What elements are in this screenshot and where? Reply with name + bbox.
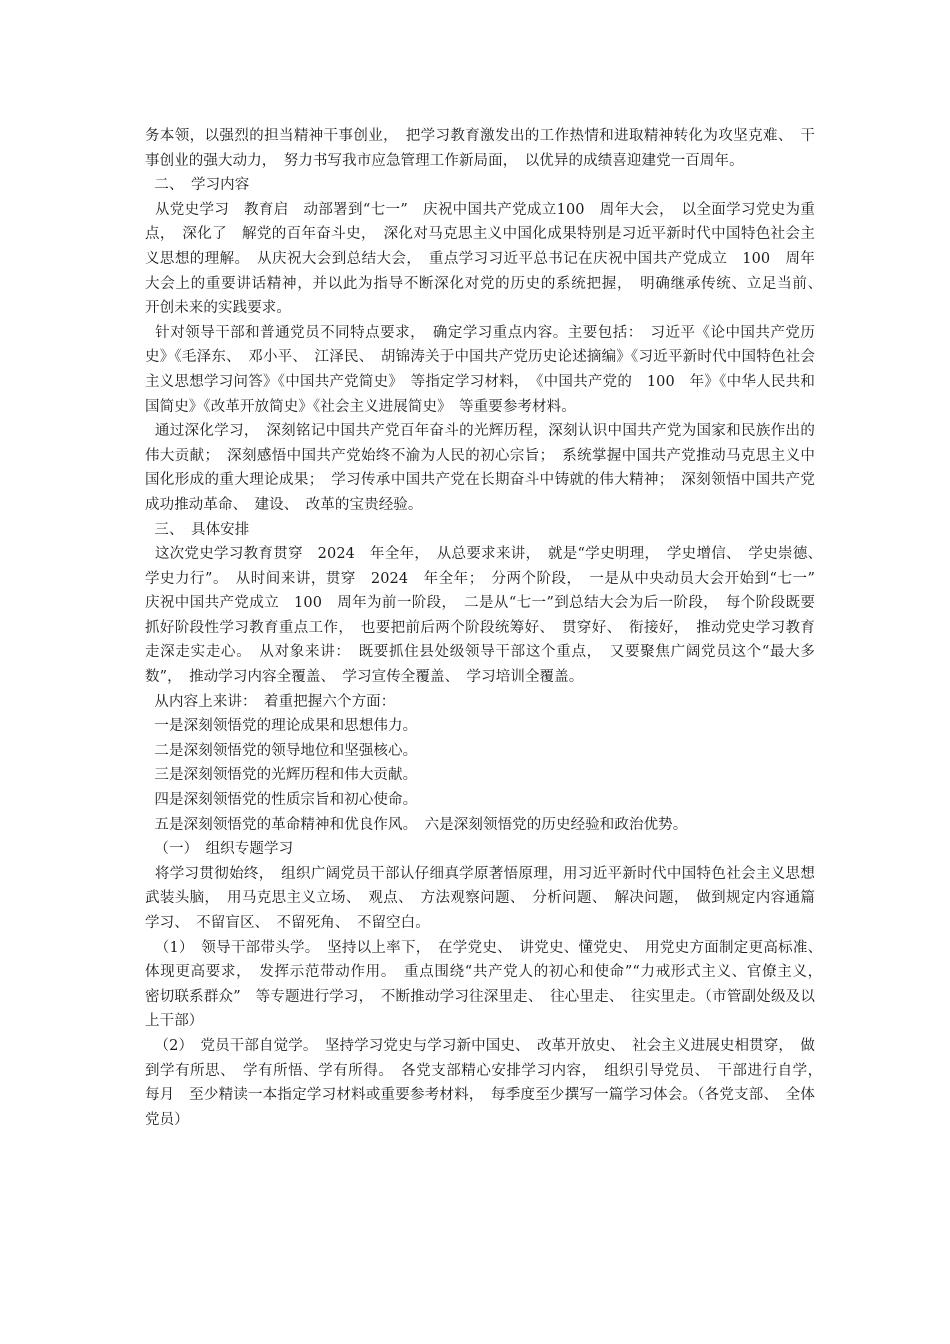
- paragraph: 通过深化学习， 深刻铭记中国共产党百年奋斗的光辉历程，深刻认识中国共产党为国家和民族作出的伟大贡献； 深刻感悟中国共产党始终不渝为人民的初心宗旨； 系统掌握中国共产党推动马克思主义中国化形成的重大理论成果； 学习传承中国共产党在长期奋斗中铸就的伟大精神； 深刻领悟中国共产党成功推动革命、 建设、 改革的宝贵经验。: [145, 423, 815, 513]
- paragraph: 针对领导干部和普通党员不同特点要求， 确定学习重点内容。主要包括： 习近平《论中国共产党历史》《毛泽东、 邓小平、 江泽民、 胡锦涛关于中国共产党历史论述摘编》《习近平新时代中国特色社会主义思想学习问答》《中国共产党简史》 等指定学习材料， 《中国共产党的 100 年》《中华人民共和国简史》《改革开放简史》《社会主义进展简史》 等重要参考材料。: [145, 324, 816, 415]
- list-item: 二是深刻领悟党的领导地位和坚强核心。: [145, 742, 418, 759]
- paragraph: 从党史学习 教育启 动部署到“七一” 庆祝中国共产党成立100 周年大会， 以全面学习党史为重点， 深化了 解党的百年奋斗史， 深化对马克思主义中国化成果特别是习近平新时代中国特色社会主义思想的理解。 从庆祝大会到总结大会， 重点学习习近平总书记在庆祝中国共产党成立 100 周年大会上的重要讲话精神，并以此为指导不断深化对党的历史的系统把握， 明确继承传统、立足当前、 开创未来的实践要求。: [145, 201, 830, 317]
- paragraph-continuation: 务本领，以强烈的担当精神干事创业， 把学习教育激发出的工作热情和进取精神转化为攻坚克难、 干事创业的强大动力， 努力书写我市应急管理工作新局面， 以优异的成绩喜迎建党一百周年。: [145, 128, 815, 169]
- paragraph: （2） 党员干部自觉学。 坚持学习党史与学习新中国史、 改革开放史、 社会主义进展史相贯穿， 做到学有所思、 学有所悟、学有所得。 各党支部精心安排学习内容， 组织引导党员、 干部进行自学， 每月 至少精读一本指定学习材料或重要参考材料， 每季度至少撰写一篇学习体会。（各党支部、 全体党员）: [145, 1037, 830, 1128]
- paragraph: 从内容上来讲： 着重把握六个方面：: [145, 693, 396, 710]
- paragraph: 将学习贯彻始终， 组织广阔党员干部认仔细真学原著悟原理，用习近平新时代中国特色社会主义思想武装头脑， 用马克思主义立场、 观点、 方法观察问题、 分析问题、 解决问题， 做到规定内容通篇学习、 不留盲区、 不留死角、 不留空白。: [145, 865, 815, 931]
- subsection-heading: （一） 组织专题学习: [145, 841, 294, 858]
- paragraph: （1） 领导干部带头学。 坚持以上率下， 在学党史、 讲党史、懂党史、 用党史方面制定更高标准、 体现更高要求， 发挥示范带动作用。 重点围绕“共产党人的初心和使命”“力戒形式主义、官僚主义， 密切联系群众” 等专题进行学习， 不断推动学习往深里走、 往心里走、 往实里走。（市管副处级及以上干部）: [145, 939, 830, 1030]
- section-heading-study-content: 二、 学习内容: [145, 177, 250, 194]
- list-item: 三是深刻领悟党的光辉历程和伟大贡献。: [145, 767, 418, 784]
- list-item: 一是深刻领悟党的理论成果和思想伟力。: [145, 718, 418, 735]
- list-item: 四是深刻领悟党的性质宗旨和初心使命。: [145, 792, 418, 809]
- section-heading-arrangement: 三、 具体安排: [145, 521, 250, 538]
- list-item: 五是深刻领悟党的革命精神和优良作风。 六是深刻领悟党的历史经验和政治优势。: [145, 816, 688, 833]
- paragraph: 这次党史学习教育贯穿 2024 年全年， 从总要求来讲， 就是“学史明理， 学史增信、 学史崇德、 学史力行”。 从时间来讲，贯穿 2024 年全年； 分两个阶段， 一是从中央动员大会开始到“七一” 庆祝中国共产党成立 100 周年为前一阶段， 二是从“七一”到总结大会为后一阶段， 每个阶段既要抓好阶段性学习教育重点工作， 也要把前后两个阶段统筹好、 贯穿好、 衔接好， 推动党史学习教育走深走实走心。 从对象来讲： 既要抓住县处级领导干部这个重点， 又要聚焦广阔党员这个“最大多数”， 推动学习内容全覆盖、 学习宣传全覆盖、 学习培训全覆盖。: [145, 546, 830, 686]
- document-body: [145, 124, 830, 1132]
